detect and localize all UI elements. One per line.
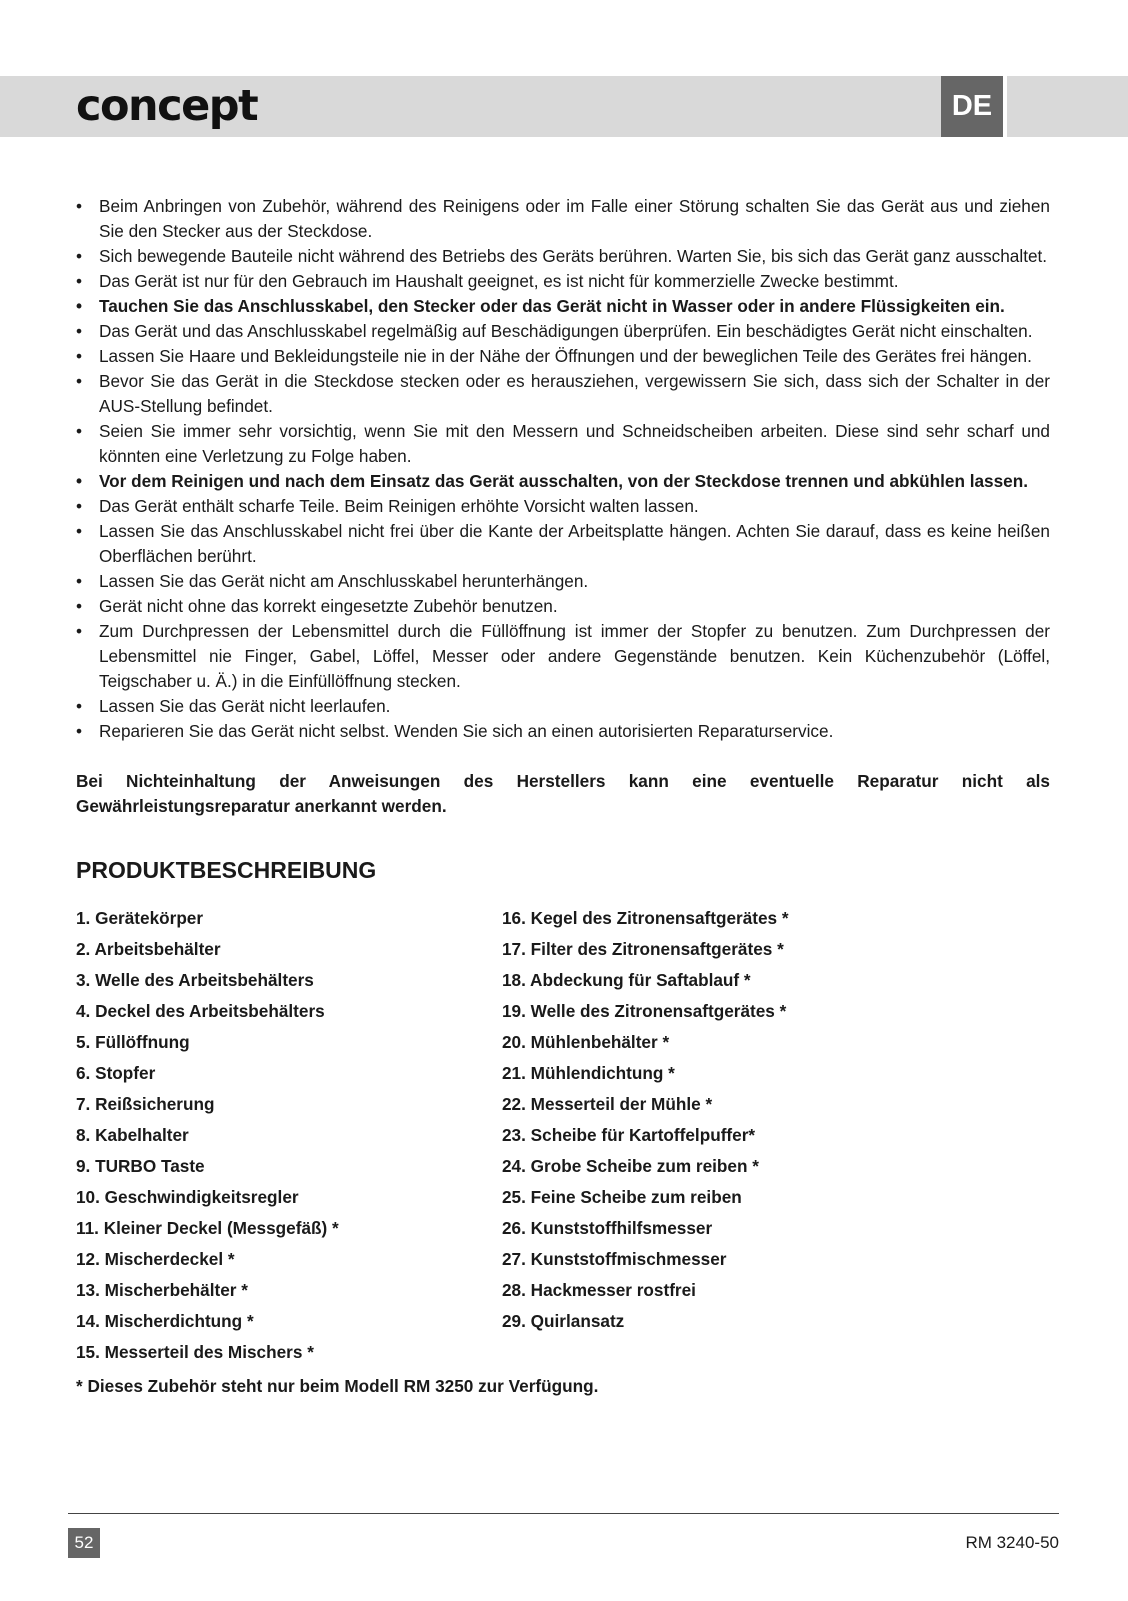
part-item: 11. Kleiner Deckel (Messgefäß) * — [76, 1218, 339, 1238]
parts-column-right — [502, 903, 789, 1368]
part-item: 23. Scheibe für Kartoffelpuffer* — [502, 1125, 756, 1145]
instruction-item: • Bevor Sie das Gerät in die Steckdose stecken oder es herausziehen, vergewissern Sie sich, dass sich der Schalter in der AUS-Stellung befindet. — [76, 369, 1050, 419]
part-item: 26. Kunststoffhilfsmesser — [502, 1218, 713, 1238]
part-item: 9. TURBO Taste — [76, 1156, 205, 1176]
instruction-item: • Lassen Sie das Gerät nicht am Anschlusskabel herunterhängen. — [76, 569, 1050, 594]
language-badge: DE — [941, 76, 1003, 137]
instruction-item: • Das Gerät und das Anschlusskabel regelmäßig auf Beschädigungen überprüfen. Ein beschädigtes Gerät nicht einschalten. — [76, 319, 1050, 344]
part-item: 25. Feine Scheibe zum reiben — [502, 1187, 742, 1207]
part-item: 4. Deckel des Arbeitsbehälters — [76, 1001, 325, 1021]
part-item: 19. Welle des Zitronensaftgerätes * — [502, 1001, 787, 1021]
header-divider — [1003, 76, 1007, 137]
part-item: 1. Gerätekörper — [76, 908, 204, 928]
section-title: PRODUKTBESCHREIBUNG — [76, 857, 377, 883]
part-item: 27. Kunststoffmischmesser — [502, 1249, 727, 1269]
instruction-item: • Sich bewegende Bauteile nicht während des Betriebs des Geräts berühren. Warten Sie, bis sich das Gerät ganz ausschaltet. — [76, 244, 1050, 269]
instruction-item: • Lassen Sie Haare und Bekleidungsteile nie in der Nähe der Öffnungen und der beweglichen Teile des Gerätes frei hängen. — [76, 344, 1050, 369]
safety-instructions-list — [76, 194, 1050, 744]
instruction-item: • Vor dem Reinigen und nach dem Einsatz das Gerät ausschalten, von der Steckdose trennen und abkühlen lassen. — [76, 469, 1050, 494]
part-item: 6. Stopfer — [76, 1063, 156, 1083]
instruction-item: • Lassen Sie das Anschlusskabel nicht frei über die Kante der Arbeitsplatte hängen. Achten Sie darauf, dass es keine heißen Oberflächen berührt. — [76, 519, 1050, 569]
part-item: 24. Grobe Scheibe zum reiben * — [502, 1156, 759, 1176]
part-item: 15. Messerteil des Mischers * — [76, 1342, 314, 1362]
model-number: RM 3240-50 — [965, 1533, 1059, 1552]
page-number: 52 — [68, 1528, 100, 1558]
footer-divider — [68, 1513, 1059, 1514]
part-item: 22. Messerteil der Mühle * — [502, 1094, 713, 1114]
part-item: 28. Hackmesser rostfrei — [502, 1280, 696, 1300]
instruction-item: • Das Gerät enthält scharfe Teile. Beim Reinigen erhöhte Vorsicht walten lassen. — [76, 494, 1050, 519]
instruction-item: • Zum Durchpressen der Lebensmittel durch die Füllöffnung ist immer der Stopfer zu benutzen. Zum Durchpressen der Lebensmittel nie Finger, Gabel, Löffel, Messer oder andere Gegenstände benutzen. Kein Küchenzubehör (Löffel, Teigschaber u. Ä.) in die Einfüllöffnung stecken. — [76, 619, 1050, 694]
instruction-item: • Lassen Sie das Gerät nicht leerlaufen. — [76, 694, 1050, 719]
instruction-item: • Beim Anbringen von Zubehör, während des Reinigens oder im Falle einer Störung schalten Sie das Gerät aus und ziehen Sie den Stecker aus der Steckdose. — [76, 194, 1050, 244]
part-item: 13. Mischerbehälter * — [76, 1280, 248, 1300]
part-item: 2. Arbeitsbehälter — [76, 939, 221, 959]
instruction-item: • Gerät nicht ohne das korrekt eingesetzte Zubehör benutzen. — [76, 594, 1050, 619]
instruction-item: • Reparieren Sie das Gerät nicht selbst. Wenden Sie sich an einen autorisierten Reparaturservice. — [76, 719, 1050, 744]
part-item: 5. Füllöffnung — [76, 1032, 190, 1052]
part-item: 8. Kabelhalter — [76, 1125, 189, 1145]
instruction-item: • Tauchen Sie das Anschlusskabel, den Stecker oder das Gerät nicht in Wasser oder in andere Flüssigkeiten ein. — [76, 294, 1050, 319]
part-item: 12. Mischerdeckel * — [76, 1249, 235, 1269]
part-item: 20. Mühlenbehälter * — [502, 1032, 670, 1052]
part-item: 29. Quirlansatz — [502, 1311, 625, 1331]
accessory-footnote: * Dieses Zubehör steht nur beim Modell RM 3250 zur Verfügung. — [76, 1376, 599, 1396]
part-item: 21. Mühlendichtung * — [502, 1063, 675, 1083]
part-item: 10. Geschwindigkeitsregler — [76, 1187, 299, 1207]
brand-logo: concept — [76, 81, 258, 131]
instruction-item: • Seien Sie immer sehr vorsichtig, wenn Sie mit den Messern und Schneidscheiben arbeiten. Diese sind sehr scharf und könnten eine Verletzung zu Folge haben. — [76, 419, 1050, 469]
part-item: 16. Kegel des Zitronensaftgerätes * — [502, 908, 789, 928]
part-item: 18. Abdeckung für Saftablauf * — [502, 970, 751, 990]
part-item: 3. Welle des Arbeitsbehälters — [76, 970, 314, 990]
part-item: 14. Mischerdichtung * — [76, 1311, 254, 1331]
page-content — [76, 194, 1050, 1402]
part-item: 7. Reißsicherung — [76, 1094, 215, 1114]
part-item: 17. Filter des Zitronensaftgerätes * — [502, 939, 784, 959]
instruction-item: • Das Gerät ist nur für den Gebrauch im Haushalt geeignet, es ist nicht für kommerzielle Zwecke bestimmt. — [76, 269, 1050, 294]
parts-column-left — [76, 903, 502, 1368]
product-parts — [76, 903, 1050, 1368]
warranty-warning: Bei Nichteinhaltung der Anweisungen des Herstellers kann eine eventuelle Reparatur nicht als Gewährleistungsreparatur anerkannt werden. — [76, 771, 1050, 816]
